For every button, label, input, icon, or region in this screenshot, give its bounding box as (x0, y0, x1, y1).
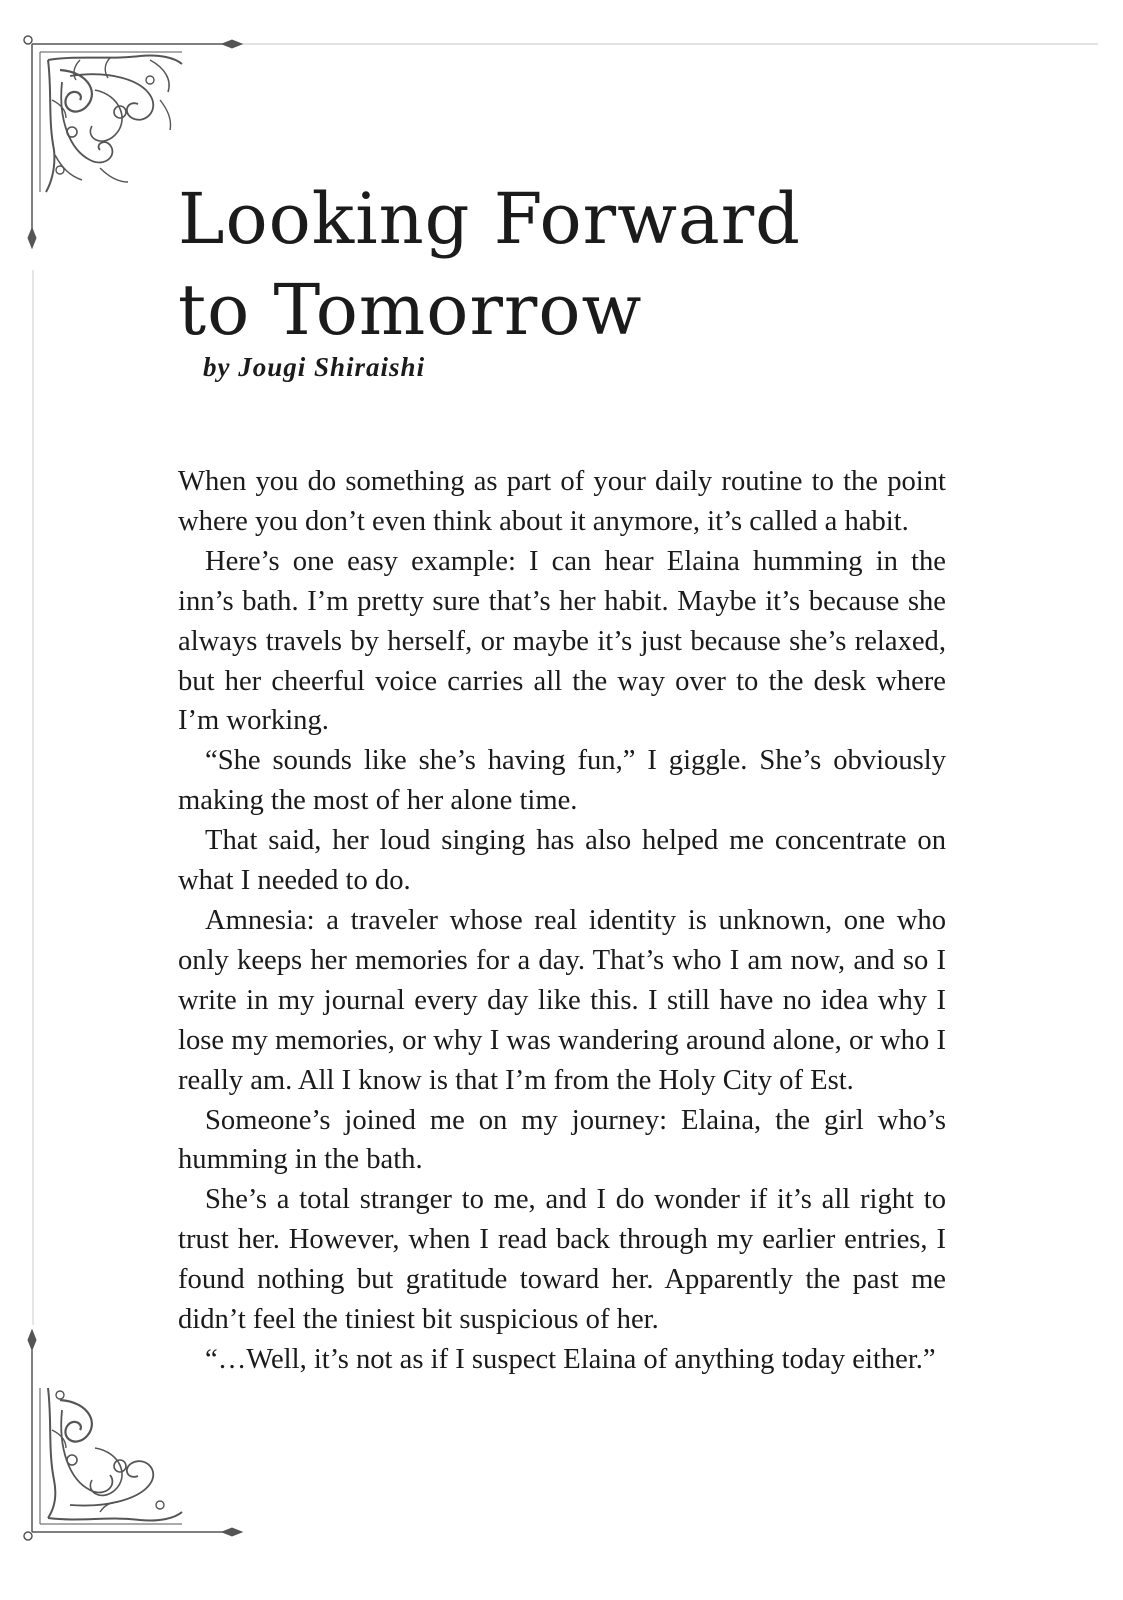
chapter-title-line-2: to Tomorrow (178, 269, 643, 351)
paragraph: Here’s one easy example: I can hear Elaina humming in the inn’s bath. I’m pretty sure that’s her habit. Maybe it’s because she always travels by herself, or maybe it’s just because she’s relaxed, but her cheerful voice carries all the way over to the desk where I’m working. (178, 545, 946, 737)
paragraph: “…Well, it’s not as if I suspect Elaina of anything today either.” (205, 1343, 936, 1375)
paragraph: That said, her loud singing has also helped me concentrate on what I needed to do. (178, 825, 946, 897)
paragraph: Amnesia: a traveler whose real identity is unknown, one who only keeps her memories for a day. That’s who I am now, and so I write in my journal every day like this. I still have no idea why I lose my memories, or why I was wandering around alone, or who I really am. All I know is that I’m from the Holy City of Est. (178, 904, 946, 1096)
author-byline: by Jougi Shiraishi (203, 352, 426, 382)
paragraph: Someone’s joined me on my journey: Elaina, the girl who’s humming in the bath. (178, 1104, 946, 1176)
chapter-title (178, 174, 801, 356)
chapter-title-line-1: Looking Forward (178, 178, 801, 260)
paragraph: She’s a total stranger to me, and I do wonder if it’s all right to trust her. However, when I read back through my earlier entries, I found nothing but gratitude toward her. Apparently the past me didn’t feel the tiniest bit suspicious of her. (178, 1184, 946, 1336)
paragraph: “She sounds like she’s having fun,” I giggle. She’s obviously making the most of her alone time. (178, 745, 946, 817)
paragraph: When you do something as part of your daily routine to the point where you don’t even think about it anymore, it’s called a habit. (178, 466, 946, 537)
chapter-body (178, 462, 946, 1380)
